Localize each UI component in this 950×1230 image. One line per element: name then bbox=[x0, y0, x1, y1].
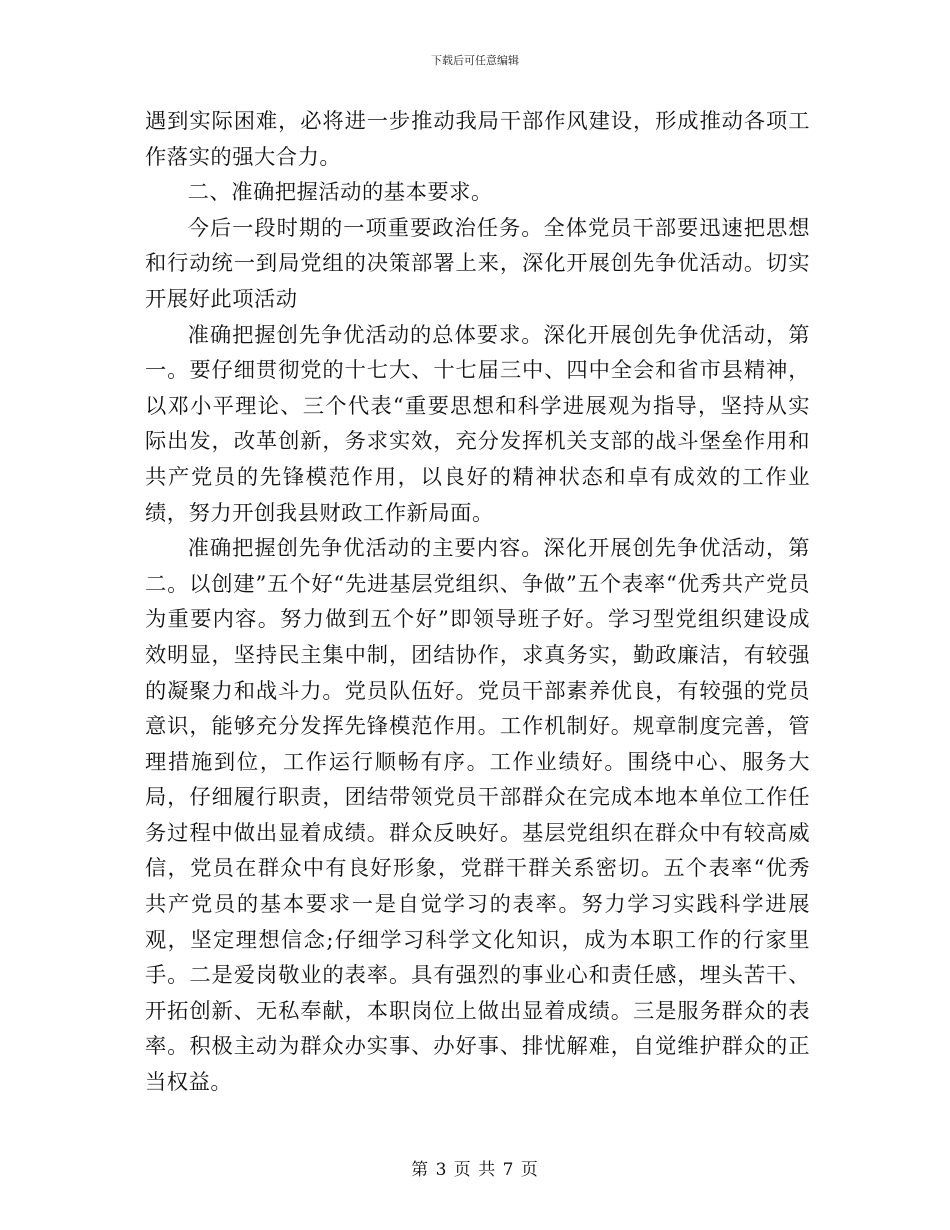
paragraph: 准确把握创先争优活动的总体要求。深化开展创先争优活动，第一。要仔细贯彻党的十七大、十七届三中、四中全会和省市县精神，以邓小平理论、三个代表“重要思想和科学进展观为指导，坚持从实际出发，改革创新，务求实效，充分发挥机关支部的战斗堡垒作用和共产党员的先锋模范作用，以良好的精神状态和卓有成效的工作业绩，努力开创我县财政工作新局面。 bbox=[145, 322, 810, 526]
page-footer: 第 3 页 共 7 页 bbox=[411, 1160, 539, 1180]
paragraph-continuation: 遇到实际困难，必将进一步推动我局干部作风建设，形成推动各项工作落实的强大合力。 bbox=[145, 109, 810, 170]
paragraph: 今后一段时期的一项重要政治任务。全体党员干部要迅速把思想和行动统一到局党组的决策部署上来，深化开展创先争优活动。切实开展好此项活动 bbox=[145, 215, 810, 312]
page-header: 下载后可任意编辑 bbox=[431, 54, 519, 67]
section-heading: 二、准确把握活动的基本要求。 bbox=[187, 180, 493, 206]
paragraph: 准确把握创先争优活动的主要内容。深化开展创先争优活动，第二。以创建”五个好“先进基层党组织、争做”五个表率“优秀共产党员为重要内容。努力做到五个好”即领导班子好。学习型党组织建设成效明显，坚持民主集中制，团结协作，求真务实，勤政廉洁，有较强的凝聚力和战斗力。党员队伍好。党员干部素养优良，有较强的党员意识，能够充分发挥先锋模范作用。工作机制好。规章制度完善，管理措施到位，工作运行顺畅有序。工作业绩好。围绕中心、服务大局，仔细履行职责，团结带领党员干部群众在完成本地本单位工作任务过程中做出显着成绩。群众反映好。基层党组织在群众中有较高威信，党员在群众中有良好形象，党群干群关系密切。五个表率“优秀共产党员的基本要求一是自觉学习的表率。努力学习实践科学进展观，坚定理想信念;仔细学习科学文化知识，成为本职工作的行家里手。二是爱岗敬业的表率。具有强烈的事业心和责任感，埋头苦干、开拓创新、无私奉献，本职岗位上做出显着成绩。三是服务群众的表率。积极主动为群众办实事、办好事、排忧解难，自觉维护群众的正当权益。 bbox=[145, 536, 810, 1096]
document-body bbox=[145, 104, 810, 1101]
